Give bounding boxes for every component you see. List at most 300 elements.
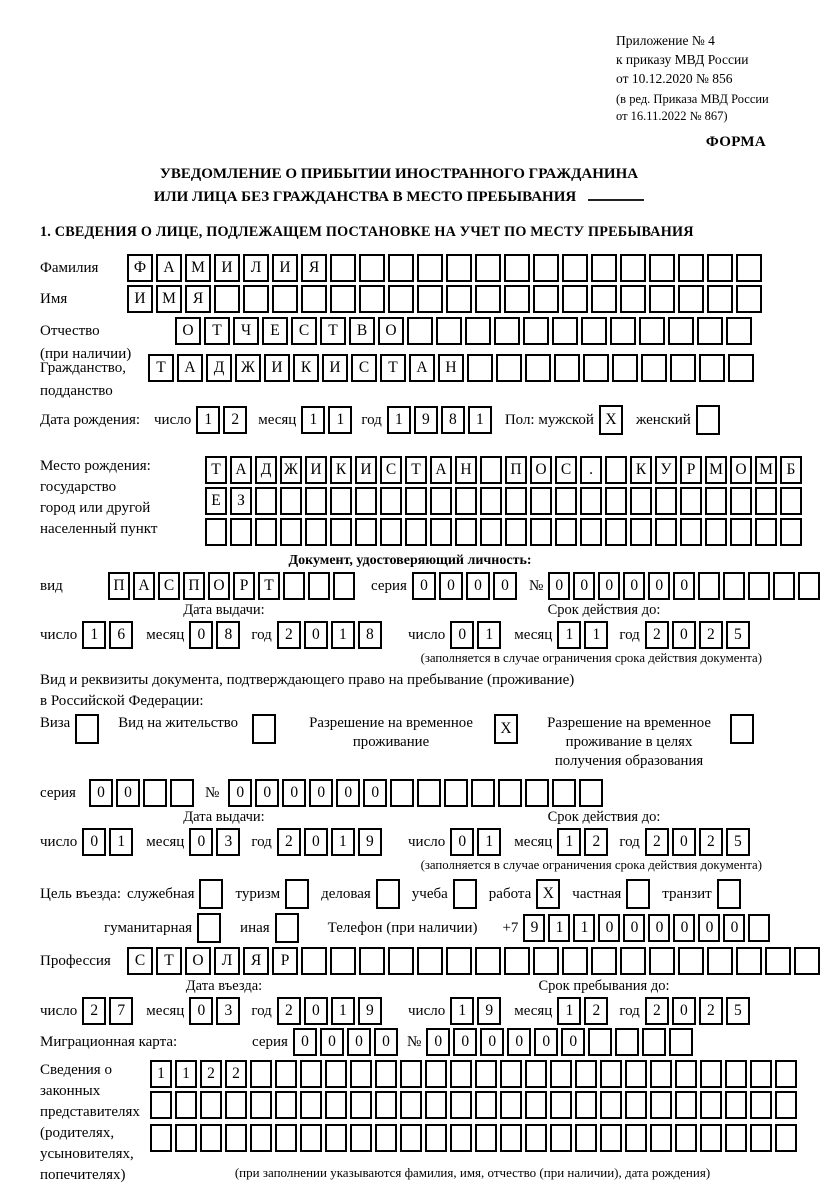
char-box[interactable] — [407, 317, 433, 345]
char-box[interactable] — [600, 1060, 622, 1088]
char-box[interactable] — [523, 317, 549, 345]
char-box[interactable]: 0 — [304, 828, 328, 856]
char-box[interactable]: X — [494, 714, 518, 744]
char-box[interactable] — [250, 1124, 272, 1152]
char-box[interactable]: Н — [455, 456, 477, 484]
char-box[interactable] — [359, 947, 385, 975]
char-box[interactable]: 0 — [412, 572, 436, 600]
char-box[interactable] — [605, 456, 627, 484]
char-box[interactable]: 0 — [623, 572, 645, 600]
purpose-transit-checkbox[interactable] — [717, 879, 744, 909]
char-box[interactable]: 0 — [116, 779, 140, 807]
char-box[interactable] — [450, 1091, 472, 1119]
char-box[interactable] — [504, 285, 530, 313]
char-box[interactable]: 0 — [228, 779, 252, 807]
char-box[interactable] — [494, 317, 520, 345]
char-box[interactable]: 1 — [557, 828, 581, 856]
char-box[interactable] — [308, 572, 330, 600]
char-box[interactable] — [675, 1060, 697, 1088]
char-box[interactable]: 1 — [573, 914, 595, 942]
char-box[interactable]: 0 — [189, 621, 213, 649]
char-box[interactable] — [655, 487, 677, 515]
char-box[interactable]: Р — [272, 947, 298, 975]
char-box[interactable]: А — [409, 354, 435, 382]
char-box[interactable]: 0 — [189, 997, 213, 1025]
char-box[interactable]: Т — [148, 354, 174, 382]
char-box[interactable]: Б — [780, 456, 802, 484]
char-box[interactable]: 1 — [328, 406, 352, 434]
char-box[interactable] — [678, 947, 704, 975]
char-box[interactable] — [612, 354, 638, 382]
char-box[interactable] — [600, 1091, 622, 1119]
char-box[interactable] — [275, 1091, 297, 1119]
char-box[interactable] — [705, 487, 727, 515]
char-box[interactable]: 1 — [548, 914, 570, 942]
char-box[interactable] — [554, 354, 580, 382]
char-box[interactable]: П — [505, 456, 527, 484]
char-box[interactable] — [626, 879, 650, 909]
char-box[interactable]: 1 — [196, 406, 220, 434]
char-box[interactable] — [405, 518, 427, 546]
char-box[interactable]: 1 — [387, 406, 411, 434]
char-box[interactable] — [498, 779, 522, 807]
char-box[interactable]: 3 — [216, 828, 240, 856]
char-box[interactable]: 1 — [109, 828, 133, 856]
char-box[interactable] — [504, 254, 530, 282]
char-box[interactable] — [444, 779, 468, 807]
char-box[interactable] — [359, 254, 385, 282]
char-box[interactable]: А — [230, 456, 252, 484]
char-box[interactable] — [750, 1060, 772, 1088]
char-box[interactable] — [748, 572, 770, 600]
char-box[interactable]: С — [351, 354, 377, 382]
residence-permit-checkbox[interactable] — [252, 714, 279, 744]
char-box[interactable]: Т — [205, 456, 227, 484]
char-box[interactable] — [417, 254, 443, 282]
char-box[interactable]: Е — [262, 317, 288, 345]
char-box[interactable] — [530, 487, 552, 515]
char-box[interactable]: 2 — [645, 997, 669, 1025]
char-box[interactable]: 0 — [304, 997, 328, 1025]
char-box[interactable] — [380, 487, 402, 515]
char-box[interactable]: Я — [243, 947, 269, 975]
char-box[interactable] — [480, 518, 502, 546]
char-box[interactable] — [475, 285, 501, 313]
char-box[interactable] — [388, 947, 414, 975]
char-box[interactable] — [525, 1091, 547, 1119]
char-box[interactable]: 0 — [672, 828, 696, 856]
char-box[interactable] — [350, 1124, 372, 1152]
char-box[interactable] — [450, 1060, 472, 1088]
char-box[interactable] — [355, 487, 377, 515]
char-box[interactable]: 2 — [82, 997, 106, 1025]
char-box[interactable] — [200, 1091, 222, 1119]
char-box[interactable]: 1 — [477, 621, 501, 649]
char-box[interactable]: М — [705, 456, 727, 484]
char-box[interactable]: 2 — [225, 1060, 247, 1088]
char-box[interactable] — [330, 947, 356, 975]
char-box[interactable] — [400, 1060, 422, 1088]
char-box[interactable]: 0 — [89, 779, 113, 807]
char-box[interactable]: 0 — [466, 572, 490, 600]
purpose-business-checkbox[interactable] — [376, 879, 403, 909]
char-box[interactable] — [390, 779, 414, 807]
char-box[interactable]: 0 — [598, 914, 620, 942]
char-box[interactable] — [750, 1124, 772, 1152]
male-checkbox[interactable] — [599, 405, 626, 435]
char-box[interactable]: 8 — [216, 621, 240, 649]
char-box[interactable] — [446, 254, 472, 282]
char-box[interactable]: 9 — [523, 914, 545, 942]
char-box[interactable] — [550, 1124, 572, 1152]
char-box[interactable]: П — [108, 572, 130, 600]
purpose-business-trip-checkbox[interactable] — [199, 879, 226, 909]
char-box[interactable]: 0 — [293, 1028, 317, 1056]
char-box[interactable] — [588, 1028, 612, 1056]
char-box[interactable]: 0 — [648, 572, 670, 600]
char-box[interactable]: А — [156, 254, 182, 282]
char-box[interactable] — [575, 1124, 597, 1152]
char-box[interactable] — [552, 779, 576, 807]
char-box[interactable]: 1 — [584, 621, 608, 649]
char-box[interactable]: Л — [214, 947, 240, 975]
char-box[interactable]: 0 — [534, 1028, 558, 1056]
char-box[interactable]: 1 — [557, 621, 581, 649]
char-box[interactable] — [250, 1060, 272, 1088]
char-box[interactable]: Н — [438, 354, 464, 382]
char-box[interactable] — [283, 572, 305, 600]
char-box[interactable] — [285, 879, 309, 909]
char-box[interactable]: 0 — [255, 779, 279, 807]
char-box[interactable]: 0 — [426, 1028, 450, 1056]
char-box[interactable] — [707, 947, 733, 975]
char-box[interactable]: 2 — [699, 828, 723, 856]
char-box[interactable] — [730, 518, 752, 546]
char-box[interactable] — [555, 518, 577, 546]
char-box[interactable]: 9 — [358, 828, 382, 856]
char-box[interactable] — [500, 1091, 522, 1119]
char-box[interactable]: 6 — [109, 621, 133, 649]
purpose-work-checkbox[interactable] — [536, 879, 563, 909]
char-box[interactable] — [376, 879, 400, 909]
char-box[interactable] — [650, 1091, 672, 1119]
char-box[interactable] — [300, 1060, 322, 1088]
char-box[interactable]: К — [293, 354, 319, 382]
char-box[interactable] — [725, 1091, 747, 1119]
char-box[interactable]: О — [175, 317, 201, 345]
char-box[interactable] — [669, 1028, 693, 1056]
char-box[interactable] — [775, 1091, 797, 1119]
char-box[interactable]: 2 — [277, 621, 301, 649]
char-box[interactable]: 0 — [673, 914, 695, 942]
char-box[interactable]: 2 — [645, 621, 669, 649]
char-box[interactable] — [775, 1060, 797, 1088]
char-box[interactable] — [150, 1091, 172, 1119]
char-box[interactable] — [649, 947, 675, 975]
char-box[interactable] — [446, 285, 472, 313]
char-box[interactable]: 0 — [698, 914, 720, 942]
char-box[interactable]: О — [185, 947, 211, 975]
char-box[interactable]: 2 — [277, 828, 301, 856]
char-box[interactable] — [333, 572, 355, 600]
char-box[interactable] — [630, 518, 652, 546]
char-box[interactable] — [300, 1124, 322, 1152]
char-box[interactable]: 0 — [82, 828, 106, 856]
char-box[interactable]: 1 — [331, 621, 355, 649]
char-box[interactable]: 1 — [477, 828, 501, 856]
char-box[interactable]: 2 — [277, 997, 301, 1025]
char-box[interactable] — [275, 1060, 297, 1088]
char-box[interactable] — [400, 1124, 422, 1152]
char-box[interactable] — [225, 1091, 247, 1119]
char-box[interactable]: 5 — [726, 621, 750, 649]
char-box[interactable]: О — [530, 456, 552, 484]
char-box[interactable] — [610, 317, 636, 345]
char-box[interactable]: 2 — [699, 997, 723, 1025]
char-box[interactable] — [525, 1060, 547, 1088]
char-box[interactable] — [562, 254, 588, 282]
char-box[interactable]: М — [156, 285, 182, 313]
char-box[interactable]: 0 — [480, 1028, 504, 1056]
char-box[interactable]: 5 — [726, 997, 750, 1025]
char-box[interactable] — [280, 487, 302, 515]
char-box[interactable] — [388, 254, 414, 282]
char-box[interactable] — [575, 1060, 597, 1088]
char-box[interactable]: 8 — [441, 406, 465, 434]
char-box[interactable]: 0 — [493, 572, 517, 600]
char-box[interactable]: 0 — [450, 621, 474, 649]
char-box[interactable] — [475, 254, 501, 282]
char-box[interactable]: 9 — [414, 406, 438, 434]
char-box[interactable]: 0 — [309, 779, 333, 807]
char-box[interactable]: 0 — [561, 1028, 585, 1056]
char-box[interactable] — [579, 779, 603, 807]
char-box[interactable] — [620, 285, 646, 313]
char-box[interactable] — [581, 317, 607, 345]
char-box[interactable]: Т — [380, 354, 406, 382]
char-box[interactable]: 0 — [304, 621, 328, 649]
purpose-other-checkbox[interactable] — [275, 913, 302, 943]
char-box[interactable] — [280, 518, 302, 546]
char-box[interactable]: Т — [258, 572, 280, 600]
char-box[interactable] — [575, 1091, 597, 1119]
char-box[interactable]: С — [291, 317, 317, 345]
char-box[interactable] — [175, 1091, 197, 1119]
char-box[interactable] — [591, 254, 617, 282]
char-box[interactable] — [668, 317, 694, 345]
char-box[interactable]: 1 — [175, 1060, 197, 1088]
char-box[interactable] — [504, 947, 530, 975]
char-box[interactable] — [736, 285, 762, 313]
char-box[interactable]: О — [730, 456, 752, 484]
char-box[interactable]: Т — [156, 947, 182, 975]
char-box[interactable] — [425, 1060, 447, 1088]
char-box[interactable]: 0 — [673, 572, 695, 600]
char-box[interactable]: 1 — [557, 997, 581, 1025]
char-box[interactable]: 1 — [450, 997, 474, 1025]
char-box[interactable] — [400, 1091, 422, 1119]
char-box[interactable] — [705, 518, 727, 546]
char-box[interactable] — [75, 714, 99, 744]
char-box[interactable] — [300, 1091, 322, 1119]
char-box[interactable]: 0 — [374, 1028, 398, 1056]
char-box[interactable] — [480, 487, 502, 515]
char-box[interactable] — [649, 285, 675, 313]
char-box[interactable]: С — [158, 572, 180, 600]
char-box[interactable] — [765, 947, 791, 975]
char-box[interactable]: П — [183, 572, 205, 600]
char-box[interactable]: 0 — [336, 779, 360, 807]
char-box[interactable]: И — [264, 354, 290, 382]
char-box[interactable]: 0 — [507, 1028, 531, 1056]
char-box[interactable] — [325, 1124, 347, 1152]
char-box[interactable] — [675, 1124, 697, 1152]
char-box[interactable]: И — [355, 456, 377, 484]
char-box[interactable]: 2 — [584, 997, 608, 1025]
char-box[interactable]: М — [185, 254, 211, 282]
char-box[interactable]: 0 — [363, 779, 387, 807]
char-box[interactable] — [736, 947, 762, 975]
char-box[interactable] — [430, 518, 452, 546]
char-box[interactable] — [471, 779, 495, 807]
char-box[interactable]: 0 — [439, 572, 463, 600]
char-box[interactable] — [325, 1060, 347, 1088]
char-box[interactable] — [200, 1124, 222, 1152]
char-box[interactable] — [639, 317, 665, 345]
char-box[interactable] — [533, 254, 559, 282]
char-box[interactable] — [446, 947, 472, 975]
char-box[interactable] — [330, 518, 352, 546]
char-box[interactable]: 0 — [450, 828, 474, 856]
char-box[interactable] — [580, 487, 602, 515]
char-box[interactable] — [650, 1124, 672, 1152]
char-box[interactable] — [625, 1124, 647, 1152]
char-box[interactable] — [775, 1124, 797, 1152]
char-box[interactable] — [505, 487, 527, 515]
char-box[interactable] — [170, 779, 194, 807]
female-checkbox[interactable] — [696, 405, 723, 435]
char-box[interactable]: X — [599, 405, 623, 435]
char-box[interactable]: Д — [206, 354, 232, 382]
char-box[interactable]: Ж — [235, 354, 261, 382]
visa-checkbox[interactable] — [75, 714, 102, 744]
char-box[interactable] — [552, 317, 578, 345]
char-box[interactable] — [798, 572, 820, 600]
char-box[interactable] — [723, 572, 745, 600]
char-box[interactable] — [455, 487, 477, 515]
char-box[interactable] — [748, 914, 770, 942]
char-box[interactable] — [465, 317, 491, 345]
char-box[interactable]: З — [230, 487, 252, 515]
char-box[interactable]: И — [272, 254, 298, 282]
char-box[interactable] — [642, 1028, 666, 1056]
char-box[interactable] — [697, 317, 723, 345]
char-box[interactable]: Ч — [233, 317, 259, 345]
char-box[interactable]: Т — [320, 317, 346, 345]
purpose-private-checkbox[interactable] — [626, 879, 653, 909]
char-box[interactable] — [550, 1060, 572, 1088]
char-box[interactable]: А — [177, 354, 203, 382]
char-box[interactable] — [625, 1060, 647, 1088]
char-box[interactable]: X — [536, 879, 560, 909]
char-box[interactable] — [255, 518, 277, 546]
char-box[interactable] — [301, 947, 327, 975]
char-box[interactable] — [388, 285, 414, 313]
char-box[interactable]: 5 — [726, 828, 750, 856]
char-box[interactable] — [359, 285, 385, 313]
char-box[interactable] — [555, 487, 577, 515]
char-box[interactable]: О — [378, 317, 404, 345]
char-box[interactable]: 0 — [282, 779, 306, 807]
char-box[interactable] — [605, 518, 627, 546]
char-box[interactable] — [325, 1091, 347, 1119]
char-box[interactable] — [525, 779, 549, 807]
char-box[interactable] — [730, 487, 752, 515]
char-box[interactable]: 2 — [699, 621, 723, 649]
purpose-tourism-checkbox[interactable] — [285, 879, 312, 909]
char-box[interactable] — [650, 1060, 672, 1088]
char-box[interactable]: К — [630, 456, 652, 484]
char-box[interactable] — [700, 1124, 722, 1152]
char-box[interactable]: 2 — [584, 828, 608, 856]
char-box[interactable]: 0 — [672, 997, 696, 1025]
char-box[interactable] — [330, 254, 356, 282]
char-box[interactable] — [591, 285, 617, 313]
char-box[interactable] — [197, 913, 221, 943]
char-box[interactable] — [275, 1124, 297, 1152]
char-box[interactable] — [243, 285, 269, 313]
purpose-humanitarian-checkbox[interactable] — [197, 913, 224, 943]
char-box[interactable]: 2 — [223, 406, 247, 434]
char-box[interactable]: 1 — [150, 1060, 172, 1088]
char-box[interactable] — [475, 947, 501, 975]
char-box[interactable] — [350, 1060, 372, 1088]
char-box[interactable] — [707, 285, 733, 313]
char-box[interactable]: С — [555, 456, 577, 484]
char-box[interactable]: М — [755, 456, 777, 484]
char-box[interactable]: . — [580, 456, 602, 484]
char-box[interactable] — [533, 285, 559, 313]
char-box[interactable] — [730, 714, 754, 744]
char-box[interactable] — [755, 487, 777, 515]
char-box[interactable] — [467, 354, 493, 382]
char-box[interactable]: 1 — [331, 997, 355, 1025]
char-box[interactable]: Д — [255, 456, 277, 484]
char-box[interactable]: 8 — [358, 621, 382, 649]
char-box[interactable] — [405, 487, 427, 515]
char-box[interactable]: 9 — [358, 997, 382, 1025]
char-box[interactable] — [680, 487, 702, 515]
char-box[interactable] — [530, 518, 552, 546]
char-box[interactable] — [620, 947, 646, 975]
char-box[interactable] — [175, 1124, 197, 1152]
char-box[interactable] — [755, 518, 777, 546]
char-box[interactable] — [794, 947, 820, 975]
char-box[interactable]: 0 — [723, 914, 745, 942]
char-box[interactable]: У — [655, 456, 677, 484]
char-box[interactable] — [480, 456, 502, 484]
char-box[interactable] — [430, 487, 452, 515]
char-box[interactable] — [496, 354, 522, 382]
char-box[interactable] — [620, 254, 646, 282]
char-box[interactable] — [725, 1060, 747, 1088]
char-box[interactable] — [707, 254, 733, 282]
char-box[interactable] — [425, 1091, 447, 1119]
char-box[interactable]: И — [305, 456, 327, 484]
char-box[interactable]: 0 — [672, 621, 696, 649]
char-box[interactable] — [583, 354, 609, 382]
char-box[interactable] — [199, 879, 223, 909]
